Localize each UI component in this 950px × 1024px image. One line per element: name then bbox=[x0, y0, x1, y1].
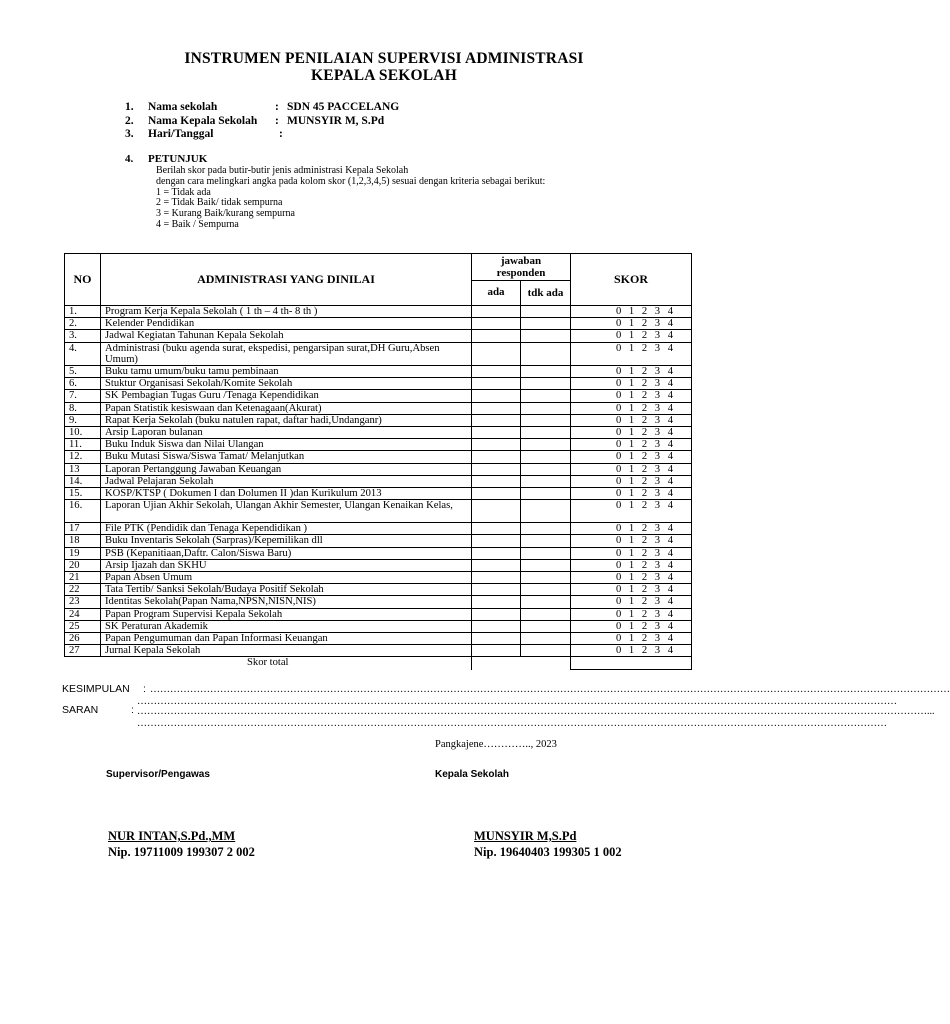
row-item: Buku Induk Siswa dan Nilai Ulangan bbox=[101, 439, 472, 451]
row-number: 20 bbox=[65, 559, 101, 571]
table-row bbox=[65, 318, 692, 330]
info-headmaster-name bbox=[125, 115, 384, 127]
table-row bbox=[65, 439, 692, 451]
row-item: Papan Pengumuman dan Papan Informasi Keuangan bbox=[101, 633, 472, 645]
saran-label: SARAN bbox=[62, 704, 99, 716]
row-ada-cell[interactable] bbox=[472, 366, 521, 378]
info-label: Nama Kepala Sekolah bbox=[148, 115, 258, 127]
table-body bbox=[65, 306, 692, 670]
header-tdk-ada: tdk ada bbox=[521, 281, 571, 306]
row-number: 17 bbox=[65, 523, 101, 535]
row-skor-scale[interactable]: 0 1 2 3 4 bbox=[571, 463, 692, 475]
place-date: Pangkajene………….., 2023 bbox=[435, 739, 557, 750]
row-number: 6. bbox=[65, 378, 101, 390]
row-skor-scale[interactable]: 0 1 2 3 4 bbox=[571, 318, 692, 330]
table-row bbox=[65, 378, 692, 390]
row-number: 8. bbox=[65, 402, 101, 414]
row-number: 16. bbox=[65, 500, 101, 523]
row-ada-cell[interactable] bbox=[472, 402, 521, 414]
header-no: NO bbox=[65, 254, 101, 306]
row-number: 1. bbox=[65, 306, 101, 318]
instruction-line: 3 = Kurang Baik/kurang sempurna bbox=[156, 208, 295, 220]
saran-line-1: …………………………………………………………………………………………………………………………………………………………………………………………………………………... bbox=[137, 706, 935, 717]
row-ada-cell[interactable] bbox=[472, 500, 521, 523]
row-number: 24 bbox=[65, 608, 101, 620]
row-ada-cell[interactable] bbox=[472, 414, 521, 426]
row-skor-scale[interactable]: 0 1 2 3 4 bbox=[571, 390, 692, 402]
row-tdk-ada-cell[interactable] bbox=[521, 378, 571, 390]
header-skor: SKOR bbox=[571, 254, 692, 306]
row-number: 21 bbox=[65, 572, 101, 584]
table-row bbox=[65, 342, 692, 365]
row-tdk-ada-cell[interactable] bbox=[521, 318, 571, 330]
row-number: 3. bbox=[65, 330, 101, 342]
row-ada-cell[interactable] bbox=[472, 342, 521, 365]
instructions-heading: PETUNJUK bbox=[148, 153, 208, 165]
row-number: 5. bbox=[65, 366, 101, 378]
instruction-line: Berilah skor pada butir-butir jenis administrasi Kepala Sekolah bbox=[156, 165, 409, 176]
row-skor-scale[interactable]: 0 1 2 3 4 bbox=[571, 488, 692, 500]
row-number: 19 bbox=[65, 547, 101, 559]
row-skor-scale[interactable]: 0 1 2 3 4 bbox=[571, 451, 692, 463]
kesimpulan-label: KESIMPULAN bbox=[62, 683, 130, 695]
row-skor-scale[interactable]: 0 1 2 3 4 bbox=[571, 633, 692, 645]
table-row bbox=[65, 523, 692, 535]
row-number: 10. bbox=[65, 427, 101, 439]
instruction-line: 2 = Tidak Baik/ tidak sempurna bbox=[156, 197, 283, 209]
row-ada-cell[interactable] bbox=[472, 572, 521, 584]
table-row bbox=[65, 390, 692, 402]
table-row bbox=[65, 608, 692, 620]
row-item: Administrasi (buku agenda surat, ekspedisi, pengarsipan surat,DH Guru,Absen Umum) bbox=[101, 342, 472, 365]
table-row bbox=[65, 535, 692, 547]
row-tdk-ada-cell[interactable] bbox=[521, 366, 571, 378]
row-item: PSB (Kepanitiaan,Daftr. Calon/Siswa Baru) bbox=[101, 547, 472, 559]
kesimpulan-line-2: ………………………………………………………………………………………………………………………………………………………………………………………………………… bbox=[137, 696, 897, 707]
row-item: Papan Program Supervisi Kepala Sekolah bbox=[101, 608, 472, 620]
row-item: KOSP/KTSP ( Dokumen I dan Dolumen II )dan Kurikulum 2013 bbox=[101, 488, 472, 500]
supervisor-role: Supervisor/Pengawas bbox=[106, 769, 210, 780]
table-row bbox=[65, 402, 692, 414]
table-row bbox=[65, 427, 692, 439]
table-row bbox=[65, 645, 692, 657]
row-number: 23 bbox=[65, 596, 101, 608]
row-item: Kelender Pendidikan bbox=[101, 318, 472, 330]
row-number: 26 bbox=[65, 633, 101, 645]
kesimpulan-line-1: …………………………………………………………………………………………………………………………………………………………………………………………………………………… bbox=[150, 684, 950, 695]
row-item: Rapat Kerja Sekolah (buku natulen rapat, daftar hadi,Undanganr) bbox=[101, 414, 472, 426]
instructions-block bbox=[125, 153, 546, 230]
row-item: Laporan Ujian Akhir Sekolah, Ulangan Akhir Semester, Ulangan Kenaikan Kelas, bbox=[101, 500, 472, 523]
row-tdk-ada-cell[interactable] bbox=[521, 620, 571, 632]
row-item: Jadwal Pelajaran Sekolah bbox=[101, 475, 472, 487]
row-ada-cell[interactable] bbox=[472, 451, 521, 463]
row-tdk-ada-cell[interactable] bbox=[521, 414, 571, 426]
row-skor-scale[interactable]: 0 1 2 3 4 bbox=[571, 645, 692, 657]
info-number: 2. bbox=[125, 115, 134, 127]
row-item: Buku Mutasi Siswa/Siswa Tamat/ Melanjutkan bbox=[101, 451, 472, 463]
row-tdk-ada-cell[interactable] bbox=[521, 559, 571, 571]
row-skor-scale[interactable]: 0 1 2 3 4 bbox=[571, 342, 692, 365]
info-colon: : bbox=[275, 115, 279, 127]
table-row bbox=[65, 488, 692, 500]
table-row bbox=[65, 463, 692, 475]
row-skor-scale[interactable]: 0 1 2 3 4 bbox=[571, 584, 692, 596]
table-row bbox=[65, 620, 692, 632]
instruction-line: dengan cara melingkari angka pada kolom skor (1,2,3,4,5) sesuai dengan kriteria sebagai berikut: bbox=[156, 175, 546, 187]
row-ada-cell[interactable] bbox=[472, 475, 521, 487]
row-ada-cell[interactable] bbox=[472, 547, 521, 559]
table-row bbox=[65, 306, 692, 318]
row-tdk-ada-cell[interactable] bbox=[521, 645, 571, 657]
table-row bbox=[65, 547, 692, 559]
row-skor-scale[interactable]: 0 1 2 3 4 bbox=[571, 427, 692, 439]
row-tdk-ada-cell[interactable] bbox=[521, 463, 571, 475]
row-tdk-ada-cell[interactable] bbox=[521, 390, 571, 402]
row-skor-scale[interactable]: 0 1 2 3 4 bbox=[571, 414, 692, 426]
row-ada-cell[interactable] bbox=[472, 535, 521, 547]
row-number: 13 bbox=[65, 463, 101, 475]
row-item: SK Peraturan Akademik bbox=[101, 620, 472, 632]
table-row bbox=[65, 500, 692, 523]
row-number: 22 bbox=[65, 584, 101, 596]
row-item: Jurnal Kepala Sekolah bbox=[101, 645, 472, 657]
row-tdk-ada-cell[interactable] bbox=[521, 330, 571, 342]
row-number: 7. bbox=[65, 390, 101, 402]
row-number: 4. bbox=[65, 342, 101, 365]
row-skor-scale[interactable]: 0 1 2 3 4 bbox=[571, 608, 692, 620]
kepala-name: MUNSYIR M,S.Pd bbox=[474, 829, 577, 843]
row-number: 15. bbox=[65, 488, 101, 500]
row-tdk-ada-cell[interactable] bbox=[521, 306, 571, 318]
row-skor-scale[interactable]: 0 1 2 3 4 bbox=[571, 523, 692, 535]
row-ada-cell[interactable] bbox=[472, 390, 521, 402]
row-item: Program Kerja Kepala Sekolah ( 1 th – 4 th- 8 th ) bbox=[101, 306, 472, 318]
row-number: 25 bbox=[65, 620, 101, 632]
row-skor-scale[interactable]: 0 1 2 3 4 bbox=[571, 500, 692, 523]
row-ada-cell[interactable] bbox=[472, 559, 521, 571]
row-ada-cell[interactable] bbox=[472, 330, 521, 342]
row-number: 14. bbox=[65, 475, 101, 487]
row-tdk-ada-cell[interactable] bbox=[521, 451, 571, 463]
saran-line-2: ……………………………………………………………………………………………………………………………………………………………………………………………………… bbox=[137, 718, 887, 729]
row-tdk-ada-cell[interactable] bbox=[521, 402, 571, 414]
row-number: 27 bbox=[65, 645, 101, 657]
table-row bbox=[65, 596, 692, 608]
row-item: Arsip Ijazah dan SKHU bbox=[101, 559, 472, 571]
row-ada-cell[interactable] bbox=[472, 523, 521, 535]
instruction-line: 4 = Baik / Sempurna bbox=[156, 218, 239, 230]
row-number: 12. bbox=[65, 451, 101, 463]
row-skor-scale[interactable]: 0 1 2 3 4 bbox=[571, 547, 692, 559]
row-skor-scale[interactable]: 0 1 2 3 4 bbox=[571, 596, 692, 608]
table-row bbox=[65, 451, 692, 463]
row-item: Papan Statistik kesiswaan dan Ketenagaan(Akurat) bbox=[101, 402, 472, 414]
row-ada-cell[interactable] bbox=[472, 488, 521, 500]
kepala-role: Kepala Sekolah bbox=[435, 769, 509, 780]
row-ada-cell[interactable] bbox=[472, 378, 521, 390]
info-value: MUNSYIR M, S.Pd bbox=[287, 115, 385, 127]
row-number: 11. bbox=[65, 439, 101, 451]
row-tdk-ada-cell[interactable] bbox=[521, 608, 571, 620]
row-tdk-ada-cell[interactable] bbox=[521, 475, 571, 487]
row-ada-cell[interactable] bbox=[472, 584, 521, 596]
row-item: Stuktur Organisasi Sekolah/Komite Sekolah bbox=[101, 378, 472, 390]
row-item: Laporan Pertanggung Jawaban Keuangan bbox=[101, 463, 472, 475]
table-row bbox=[65, 330, 692, 342]
info-value: SDN 45 PACCELANG bbox=[287, 101, 400, 113]
header-admin: ADMINISTRASI YANG DINILAI bbox=[101, 254, 472, 306]
row-item: Papan Absen Umum bbox=[101, 572, 472, 584]
saran-colon: : bbox=[131, 704, 134, 716]
instructions-number: 4. bbox=[125, 153, 134, 165]
total-skor-cell[interactable] bbox=[571, 657, 692, 670]
instruction-line: 1 = Tidak ada bbox=[156, 186, 211, 198]
row-skor-scale[interactable]: 0 1 2 3 4 bbox=[571, 378, 692, 390]
total-jawaban-cell bbox=[472, 657, 571, 670]
row-skor-scale[interactable]: 0 1 2 3 4 bbox=[571, 572, 692, 584]
info-school-name bbox=[125, 101, 399, 113]
header-ada: ada bbox=[472, 281, 521, 306]
row-ada-cell[interactable] bbox=[472, 596, 521, 608]
table-row bbox=[65, 475, 692, 487]
table-row bbox=[65, 584, 692, 596]
row-ada-cell[interactable] bbox=[472, 439, 521, 451]
row-item: Identitas Sekolah(Papan Nama,NPSN,NISN,NIS) bbox=[101, 596, 472, 608]
row-tdk-ada-cell[interactable] bbox=[521, 584, 571, 596]
info-number: 1. bbox=[125, 101, 134, 113]
table-row bbox=[65, 559, 692, 571]
row-ada-cell[interactable] bbox=[472, 633, 521, 645]
row-ada-cell[interactable] bbox=[472, 620, 521, 632]
row-number: 9. bbox=[65, 414, 101, 426]
row-skor-scale[interactable]: 0 1 2 3 4 bbox=[571, 330, 692, 342]
kepala-nip: Nip. 19640403 199305 1 002 bbox=[474, 845, 622, 859]
table-row bbox=[65, 366, 692, 378]
document-title-line-1: INSTRUMEN PENILAIAN SUPERVISI ADMINISTRASI bbox=[184, 50, 584, 67]
info-label: Hari/Tanggal bbox=[148, 128, 214, 140]
row-skor-scale[interactable]: 0 1 2 3 4 bbox=[571, 439, 692, 451]
row-ada-cell[interactable] bbox=[472, 306, 521, 318]
row-item: Tata Tertib/ Sanksi Sekolah/Budaya Positif Sekolah bbox=[101, 584, 472, 596]
row-item: Jadwal Kegiatan Tahunan Kepala Sekolah bbox=[101, 330, 472, 342]
row-skor-scale[interactable]: 0 1 2 3 4 bbox=[571, 366, 692, 378]
row-ada-cell[interactable] bbox=[472, 645, 521, 657]
row-skor-scale[interactable]: 0 1 2 3 4 bbox=[571, 475, 692, 487]
info-number: 3. bbox=[125, 128, 134, 140]
row-ada-cell[interactable] bbox=[472, 318, 521, 330]
row-number: 2. bbox=[65, 318, 101, 330]
supervisor-name: NUR INTAN,S.Pd.,MM bbox=[108, 829, 236, 843]
kesimpulan-colon: : bbox=[143, 683, 146, 695]
row-number: 18 bbox=[65, 535, 101, 547]
row-skor-scale[interactable]: 0 1 2 3 4 bbox=[571, 620, 692, 632]
total-label: Skor total bbox=[65, 657, 472, 670]
row-tdk-ada-cell[interactable] bbox=[521, 342, 571, 365]
row-tdk-ada-cell[interactable] bbox=[521, 633, 571, 645]
row-tdk-ada-cell[interactable] bbox=[521, 547, 571, 559]
row-item: Buku tamu umum/buku tamu pembinaan bbox=[101, 366, 472, 378]
table-row bbox=[65, 633, 692, 645]
row-tdk-ada-cell[interactable] bbox=[521, 523, 571, 535]
row-item: SK Pembagian Tugas Guru /Tenaga Kependidikan bbox=[101, 390, 472, 402]
total-row bbox=[65, 657, 692, 670]
info-colon: : bbox=[279, 128, 283, 140]
row-tdk-ada-cell[interactable] bbox=[521, 488, 571, 500]
row-item: Arsip Laporan bulanan bbox=[101, 427, 472, 439]
table-row bbox=[65, 572, 692, 584]
row-skor-scale[interactable]: 0 1 2 3 4 bbox=[571, 402, 692, 414]
row-ada-cell[interactable] bbox=[472, 427, 521, 439]
row-item: File PTK (Pendidik dan Tenaga Kependidikan ) bbox=[101, 523, 472, 535]
row-tdk-ada-cell[interactable] bbox=[521, 500, 571, 523]
row-tdk-ada-cell[interactable] bbox=[521, 535, 571, 547]
row-skor-scale[interactable]: 0 1 2 3 4 bbox=[571, 535, 692, 547]
row-skor-scale[interactable]: 0 1 2 3 4 bbox=[571, 559, 692, 571]
row-ada-cell[interactable] bbox=[472, 608, 521, 620]
info-day-date bbox=[125, 128, 291, 140]
row-tdk-ada-cell[interactable] bbox=[521, 439, 571, 451]
instructions-lines bbox=[156, 166, 676, 231]
header-jawaban-responden: jawaban responden bbox=[472, 254, 571, 281]
row-ada-cell[interactable] bbox=[472, 463, 521, 475]
row-tdk-ada-cell[interactable] bbox=[521, 572, 571, 584]
row-item: Buku Inventaris Sekolah (Sarpras)/Kepemilikan dll bbox=[101, 535, 472, 547]
row-skor-scale[interactable]: 0 1 2 3 4 bbox=[571, 306, 692, 318]
supervisor-nip: Nip. 19711009 199307 2 002 bbox=[108, 845, 255, 859]
document-title-line-2: KEPALA SEKOLAH bbox=[311, 67, 457, 84]
assessment-table bbox=[64, 253, 692, 670]
row-tdk-ada-cell[interactable] bbox=[521, 427, 571, 439]
info-label: Nama sekolah bbox=[148, 101, 218, 113]
table-row bbox=[65, 414, 692, 426]
info-colon: : bbox=[275, 101, 279, 113]
row-tdk-ada-cell[interactable] bbox=[521, 596, 571, 608]
